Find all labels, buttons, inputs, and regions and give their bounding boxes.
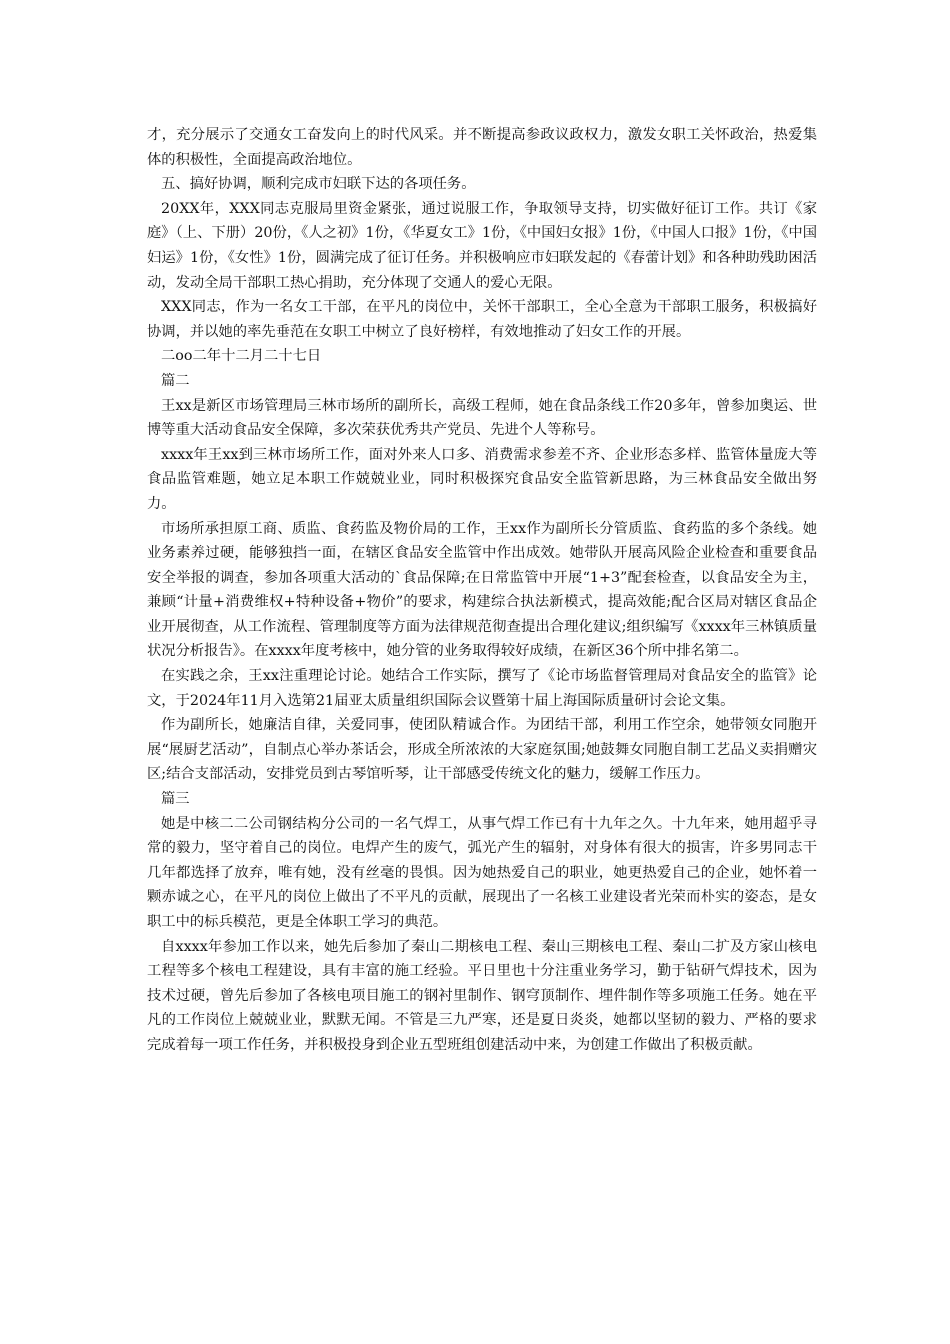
paragraph-theory: 在实践之余，王xx注重理论讨论。她结合工作实际，撰写了《论市场监督管理局对食品安全的监管》论文，于2024年11月入选第21届亚太质量组织国际会议暨第十届上海国际质量研讨会论文集。	[147, 668, 817, 709]
paragraph-welder: 她是中核二二公司钢结构分公司的一名气焊工，从事气焊工作已有十九年之久。十九年来，她用超乎寻常的毅力，坚守着自己的岗位。电焊产生的废气，弧光产生的辐射，对身体有很大的损害，许多男同志干几年都选择了放弃，唯有她，没有丝毫的畏惧。因为她热爱自己的职业，她更热爱自己的企业，她怀着一颗赤诚之心，在平凡的岗位上做出了不平凡的贡献，展现出了一名核工业建设者光荣而朴实的姿态，是女职工中的标兵模范，更是全体职工学习的典范。	[147, 815, 817, 930]
paragraph-summary: XXX同志，作为一名女工干部，在平凡的岗位中，关怀干部职工，全心全意为干部职工服务，积极搞好协调，并以她的率先垂范在女职工中树立了良好榜样，有效地推动了妇女工作的开展。	[147, 299, 817, 340]
section-heading-five: 五、搞好协调，顺利完成市妇联下达的各项任务。	[161, 176, 476, 193]
paragraph-sanlin-work: xxxx年王xx到三林市场所工作，面对外来人口多、消费需求参差不齐、企业形态多样、监管体量庞大等食品监管难题，她立足本职工作兢兢业业，同时积极探究食品安全监管新思路，为三林食品安全做出努力。	[147, 446, 817, 512]
paragraph-subscription: 20XX年，XXX同志克服局里资金紧张，通过说服工作，争取领导支持，切实做好征订工作。共订《家庭》（上、下册）20份，《人之初》1份，《华夏女工》1份，《中国妇女报》1份，《中国人口报》1份，《中国妇运》1份，《女性》1份，圆满完成了征订任务。并积极响应市妇联发起的《春蕾计划》和各种助残助困活动，发动全局干部职工热心捐助，充分体现了交通人的爱心无限。	[147, 200, 817, 291]
document-body	[147, 123, 817, 1058]
paragraph-nuclear-projects: 自xxxx年参加工作以来，她先后参加了秦山二期核电工程、秦山三期核电工程、秦山二扩及方家山核电工程等多个核电工程建设，具有丰富的施工经验。平日里也十分注重业务学习，勤于钻研气焊技术，因为技术过硬，曾先后参加了各核电项目施工的钢衬里制作、钢穹顶制作、埋件制作等多项施工任务。她在平凡的工作岗位上兢兢业业，默默无闻。不管是三九严寒，还是夏日炎炎，她都以坚韧的毅力、严格的要求完成着每一项工作任务，并积极投身到企业五型班组创建活动中来，为创建工作做出了积极贡献。	[147, 938, 817, 1053]
paragraph-team: 作为副所长，她廉洁自律，关爱同事，使团队精诚合作。为团结干部，利用工作空余，她带领女同胞开展“展厨艺活动”，自制点心举办茶话会，形成全所浓浓的大家庭氛围;她鼓舞女同胞自制工艺品义卖捐赠灾区;结合支部活动，安排党员到古琴馆听琴，让干部感受传统文化的魅力，缓解工作压力。	[147, 717, 817, 783]
date-line: 二oo二年十二月二十七日	[161, 348, 322, 365]
paragraph-intro-wang: 王xx是新区市场管理局三林市场所的副所长，高级工程师，她在食品条线工作20多年，曾参加奥运、世博等重大活动食品安全保障，多次荣获优秀共产党员、先进个人等称号。	[147, 397, 817, 439]
part-heading-three: 篇三	[161, 791, 190, 808]
paragraph-market-office: 市场所承担原工商、质监、食药监及物价局的工作，王xx作为副所长分管质监、食药监的多个条线。她业务素养过硬，能够独挡一面，在辖区食品安全监管中作出成效。她带队开展高风险企业检查和重要食品安全举报的调查，参加各项重大活动的`食品保障;在日常监管中开展“1+3”配套检查，以食品安全为主，兼顾“计量+消费维权+特种设备+物价”的要求，构建综合执法新模式，提高效能;配合区局对辖区食品企业开展彻查，从工作流程、管理制度等方面为法律规范彻查提出合理化建议;组织编写《xxxx年三林镇质量状况分析报告》。在xxxx年度考核中，她分管的业务取得较好成绩，在新区36个所中排名第二。	[147, 520, 817, 660]
paragraph-continuation: 才，充分展示了交通女工奋发向上的时代风采。并不断提高参政议政权力，激发女职工关怀政治，热爱集体的积极性，全面提高政治地位。	[147, 127, 817, 168]
part-heading-two: 篇二	[161, 372, 190, 389]
